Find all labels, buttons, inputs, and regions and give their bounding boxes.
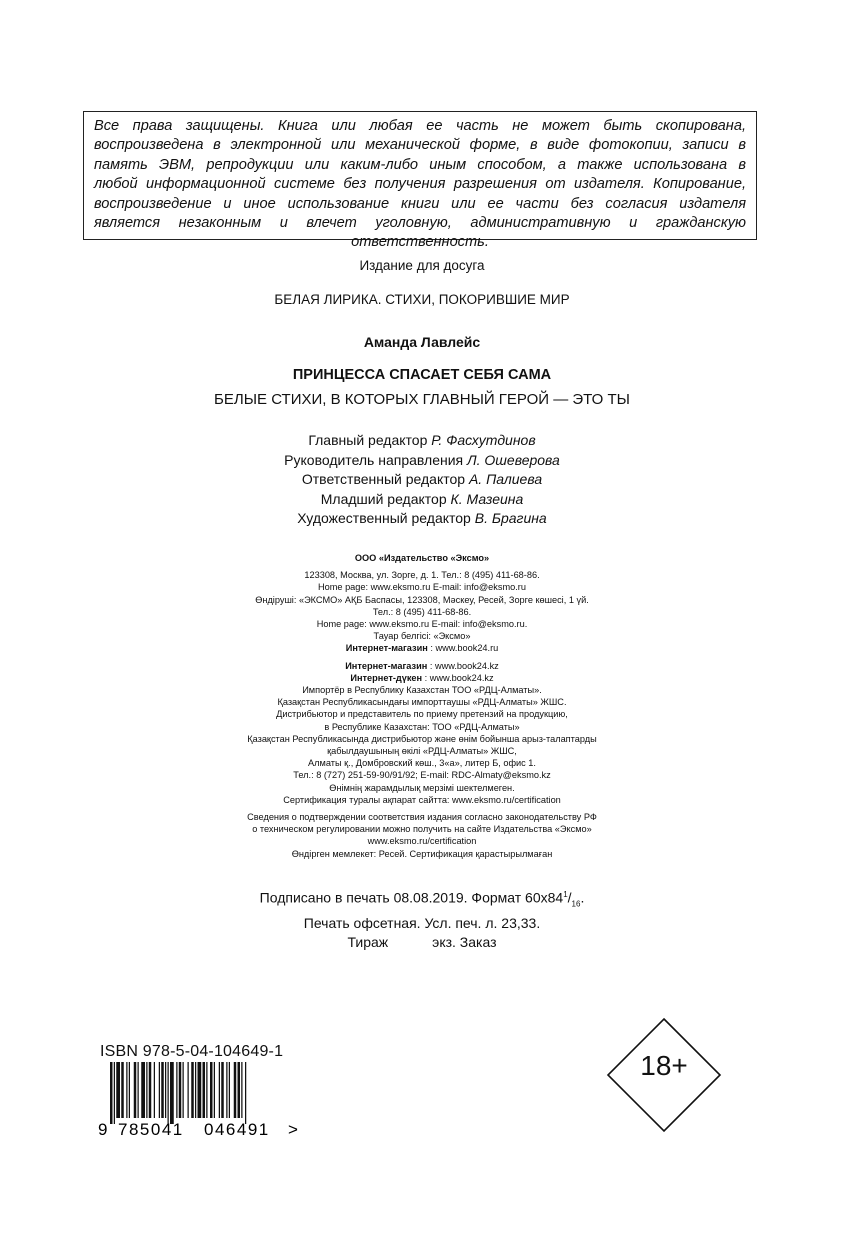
barcode-marker: > [288, 1120, 298, 1136]
barcode-bar [116, 1062, 120, 1118]
signed-to-print: Подписано в печать 08.08.2019. Формат $60x84^1/_{16}$. [259, 889, 585, 909]
barcode-bars [110, 1062, 246, 1124]
barcode-left-digits: 785041 [118, 1120, 184, 1136]
copyright-line: ответственность. [351, 234, 489, 251]
age-rating: 18+ [640, 1050, 688, 1081]
barcode-bar [221, 1062, 224, 1118]
shop-url: : www.book24.ru [427, 643, 499, 654]
genre-label: Издание для досуга [359, 258, 485, 273]
isbn-number: ISBN 978-5-04-104649-1 [100, 1043, 284, 1060]
run-label: Тираж [347, 933, 389, 950]
publisher-address: 123308, Москва, ул. Зорге, д. 1. Тел.: 8 (495) 411-68-86. [304, 570, 540, 581]
importer-line: Қазақстан Республикасында дистрибьютор және өнім бойынша арыз-талаптарды [247, 733, 597, 744]
online-shop-kz-kaz [0, 672, 844, 684]
importer-line: Импортёр в Республику Казахстан ТОО «РДЦ-Алматы». [302, 685, 542, 696]
importer-line: Дистрибьютор и представитель по приему претензий на продукцию, [276, 709, 568, 720]
barcode-bar [195, 1062, 196, 1118]
barcode-bar [188, 1062, 189, 1118]
publisher-name-line [0, 552, 844, 564]
barcode-bar [159, 1062, 160, 1118]
publisher-imprint [0, 552, 844, 860]
online-shop-ru [0, 642, 844, 654]
barcode-bar [183, 1062, 184, 1118]
producer-kz-homepage: Home page: www.eksmo.ru E-mail: info@eksmo.ru. [316, 619, 528, 630]
trademark: Тауар белгісі: «Эксмо» [373, 631, 471, 642]
print-method: Печать офсетная. Усл. печ. л. 23,33. [303, 914, 541, 931]
producer-kz-phone: Тел.: 8 (495) 411-68-86. [372, 606, 472, 617]
barcode-bar [203, 1062, 206, 1118]
barcode-bar [114, 1062, 115, 1124]
shop-url: : www.book24.kz [427, 660, 499, 671]
shop-url: : www.book24.kz [422, 672, 494, 683]
barcode-bar [110, 1062, 113, 1124]
credit-director [0, 451, 844, 471]
barcode-bar [210, 1062, 213, 1118]
print-details [0, 885, 844, 952]
format-denominator: 16 [571, 899, 581, 909]
copyright-line: воспроизведена в электронной или механической форме, в виде фотокопии, записи в [94, 137, 746, 154]
importer-line: в Республике Казахстан: ТОО «РДЦ-Алматы» [324, 721, 520, 732]
importer-line: қабылдаушының өкілі «РДЦ-Алматы» ЖШС, [327, 746, 517, 757]
credit-person: В. Брагина [474, 510, 547, 527]
barcode-bar [134, 1062, 137, 1118]
order-label: экз. Заказ [432, 933, 497, 950]
barcode-bar [191, 1062, 194, 1118]
signed-suffix: . [580, 889, 585, 906]
editorial-credits [0, 431, 844, 529]
credit-art-editor [0, 509, 844, 529]
book-title: ПРИНЦЕССА СПАСАЕТ СЕБЯ САМА [292, 367, 552, 383]
author-name: Аманда Лавлейс [363, 334, 481, 350]
copyright-notice [83, 111, 757, 251]
barcode-first-digit: 9 [98, 1120, 108, 1136]
shop-label: Интернет-дүкен [350, 672, 423, 683]
barcode-bar [245, 1062, 246, 1124]
publisher-homepage: Home page: www.eksmo.ru E-mail: info@eksmo.ru [318, 582, 526, 593]
series-title: БЕЛАЯ ЛИРИКА. СТИХИ, ПОКОРИВШИЕ МИР [274, 292, 570, 307]
credit-role: Главный редактор [308, 432, 428, 448]
credit-role: Ответственный редактор [301, 471, 466, 488]
certification-line: www.eksmo.ru/certification [367, 836, 477, 847]
importer-line: Қазақстан Республикасындағы импорттаушы «РДЦ-Алматы» ЖШС. [277, 697, 567, 708]
producer-kz: Өндіруші: «ЭКСМО» АҚБ Баспасы, 123308, Мәскеу, Ресей, Зорге көшесі, 1 үй. [255, 594, 589, 605]
credit-person: Л. Ошеверова [467, 451, 560, 468]
barcode-bar [206, 1062, 207, 1118]
barcode-bar [146, 1062, 147, 1118]
barcode-bar [219, 1062, 220, 1118]
barcode-bar [176, 1062, 177, 1118]
certification-line: о техническом регулировании можно получить на сайте Издательства «Эксмо» [252, 824, 592, 835]
barcode-bar [214, 1062, 215, 1118]
credit-person: Р. Фасхутдинов [431, 432, 536, 448]
credit-junior-editor [0, 490, 844, 510]
importer-line: Сертификация туралы ақпарат сайтта: www.eksmo.ru/certification [283, 794, 561, 805]
credit-role: Руководитель направления [284, 451, 464, 468]
certification-line: Сведения о подтверждении соответствия издания согласно законодательству РФ [247, 812, 597, 823]
barcode-bar [198, 1062, 202, 1118]
barcode-bar [138, 1062, 139, 1118]
importer-line: Өнімнің жарамдылық мерзімі шектелмеген. [329, 782, 515, 793]
credit-responsible-editor [0, 470, 844, 490]
shop-label: Интернет-магазин [345, 643, 428, 654]
barcode-bar [241, 1062, 242, 1118]
barcode-bar [161, 1062, 164, 1118]
credit-role: Младший редактор [320, 490, 447, 507]
credit-chief-editor [0, 431, 844, 451]
run-and-order [0, 933, 844, 952]
signed-text: Подписано в печать 08.08.2019. Формат 60x84 [259, 889, 564, 906]
barcode-bar [149, 1062, 152, 1118]
barcode-bar [179, 1062, 182, 1118]
barcode-bar [141, 1062, 145, 1118]
barcode-bar [229, 1062, 230, 1118]
barcode-bar [129, 1062, 130, 1118]
barcode-bar [121, 1062, 124, 1118]
barcode-bar [238, 1062, 241, 1118]
barcode-bar [126, 1062, 127, 1118]
online-shop-kz [0, 660, 844, 672]
importer-line: Тел.: 8 (727) 251-59-90/91/92; E-mail: RDC-Almaty@eksmo.kz [293, 770, 551, 781]
shop-label: Интернет-магазин [345, 660, 428, 671]
barcode-bar [234, 1062, 237, 1118]
copyright-line: является незаконным и влечет уголовную, административную и гражданскую [94, 215, 746, 232]
barcode-bar [170, 1062, 174, 1124]
format-numerator: 1 [563, 890, 568, 899]
publisher-name: ООО «Издательство «Эксмо» [354, 553, 490, 563]
isbn-barcode [98, 1062, 303, 1136]
certification-line: Өндірген мемлекет: Ресей. Сертификация қарастырылмаған [291, 848, 553, 859]
copyright-line: память ЭВМ, репродукции или каким-либо иным способом, а также использована в [94, 156, 746, 173]
importer-line: Алматы қ., Домбровский көш., 3«а», литер Б, офис 1. [308, 758, 536, 769]
barcode-right-digits: 046491 [204, 1120, 270, 1136]
credit-role: Художественный редактор [297, 510, 471, 527]
book-subtitle: БЕЛЫЕ СТИХИ, В КОТОРЫХ ГЛАВНЫЙ ГЕРОЙ — ЭТО ТЫ [214, 391, 630, 408]
credit-person: К. Мазеина [450, 490, 524, 507]
barcode-bar [226, 1062, 227, 1118]
copyright-line: любой информационной системе без получения разрешения от издателя. Копирование, [94, 176, 746, 193]
credit-person: А. Палиева [468, 471, 543, 488]
barcode-bar [165, 1062, 166, 1118]
barcode-bar [168, 1062, 169, 1124]
copyright-line: воспроизведение и иное использование книги или ее части без согласия издателя [94, 195, 746, 212]
copyright-line: Все права защищены. Книга или любая ее часть не может быть скопирована, [94, 118, 746, 134]
barcode-bar [154, 1062, 155, 1118]
